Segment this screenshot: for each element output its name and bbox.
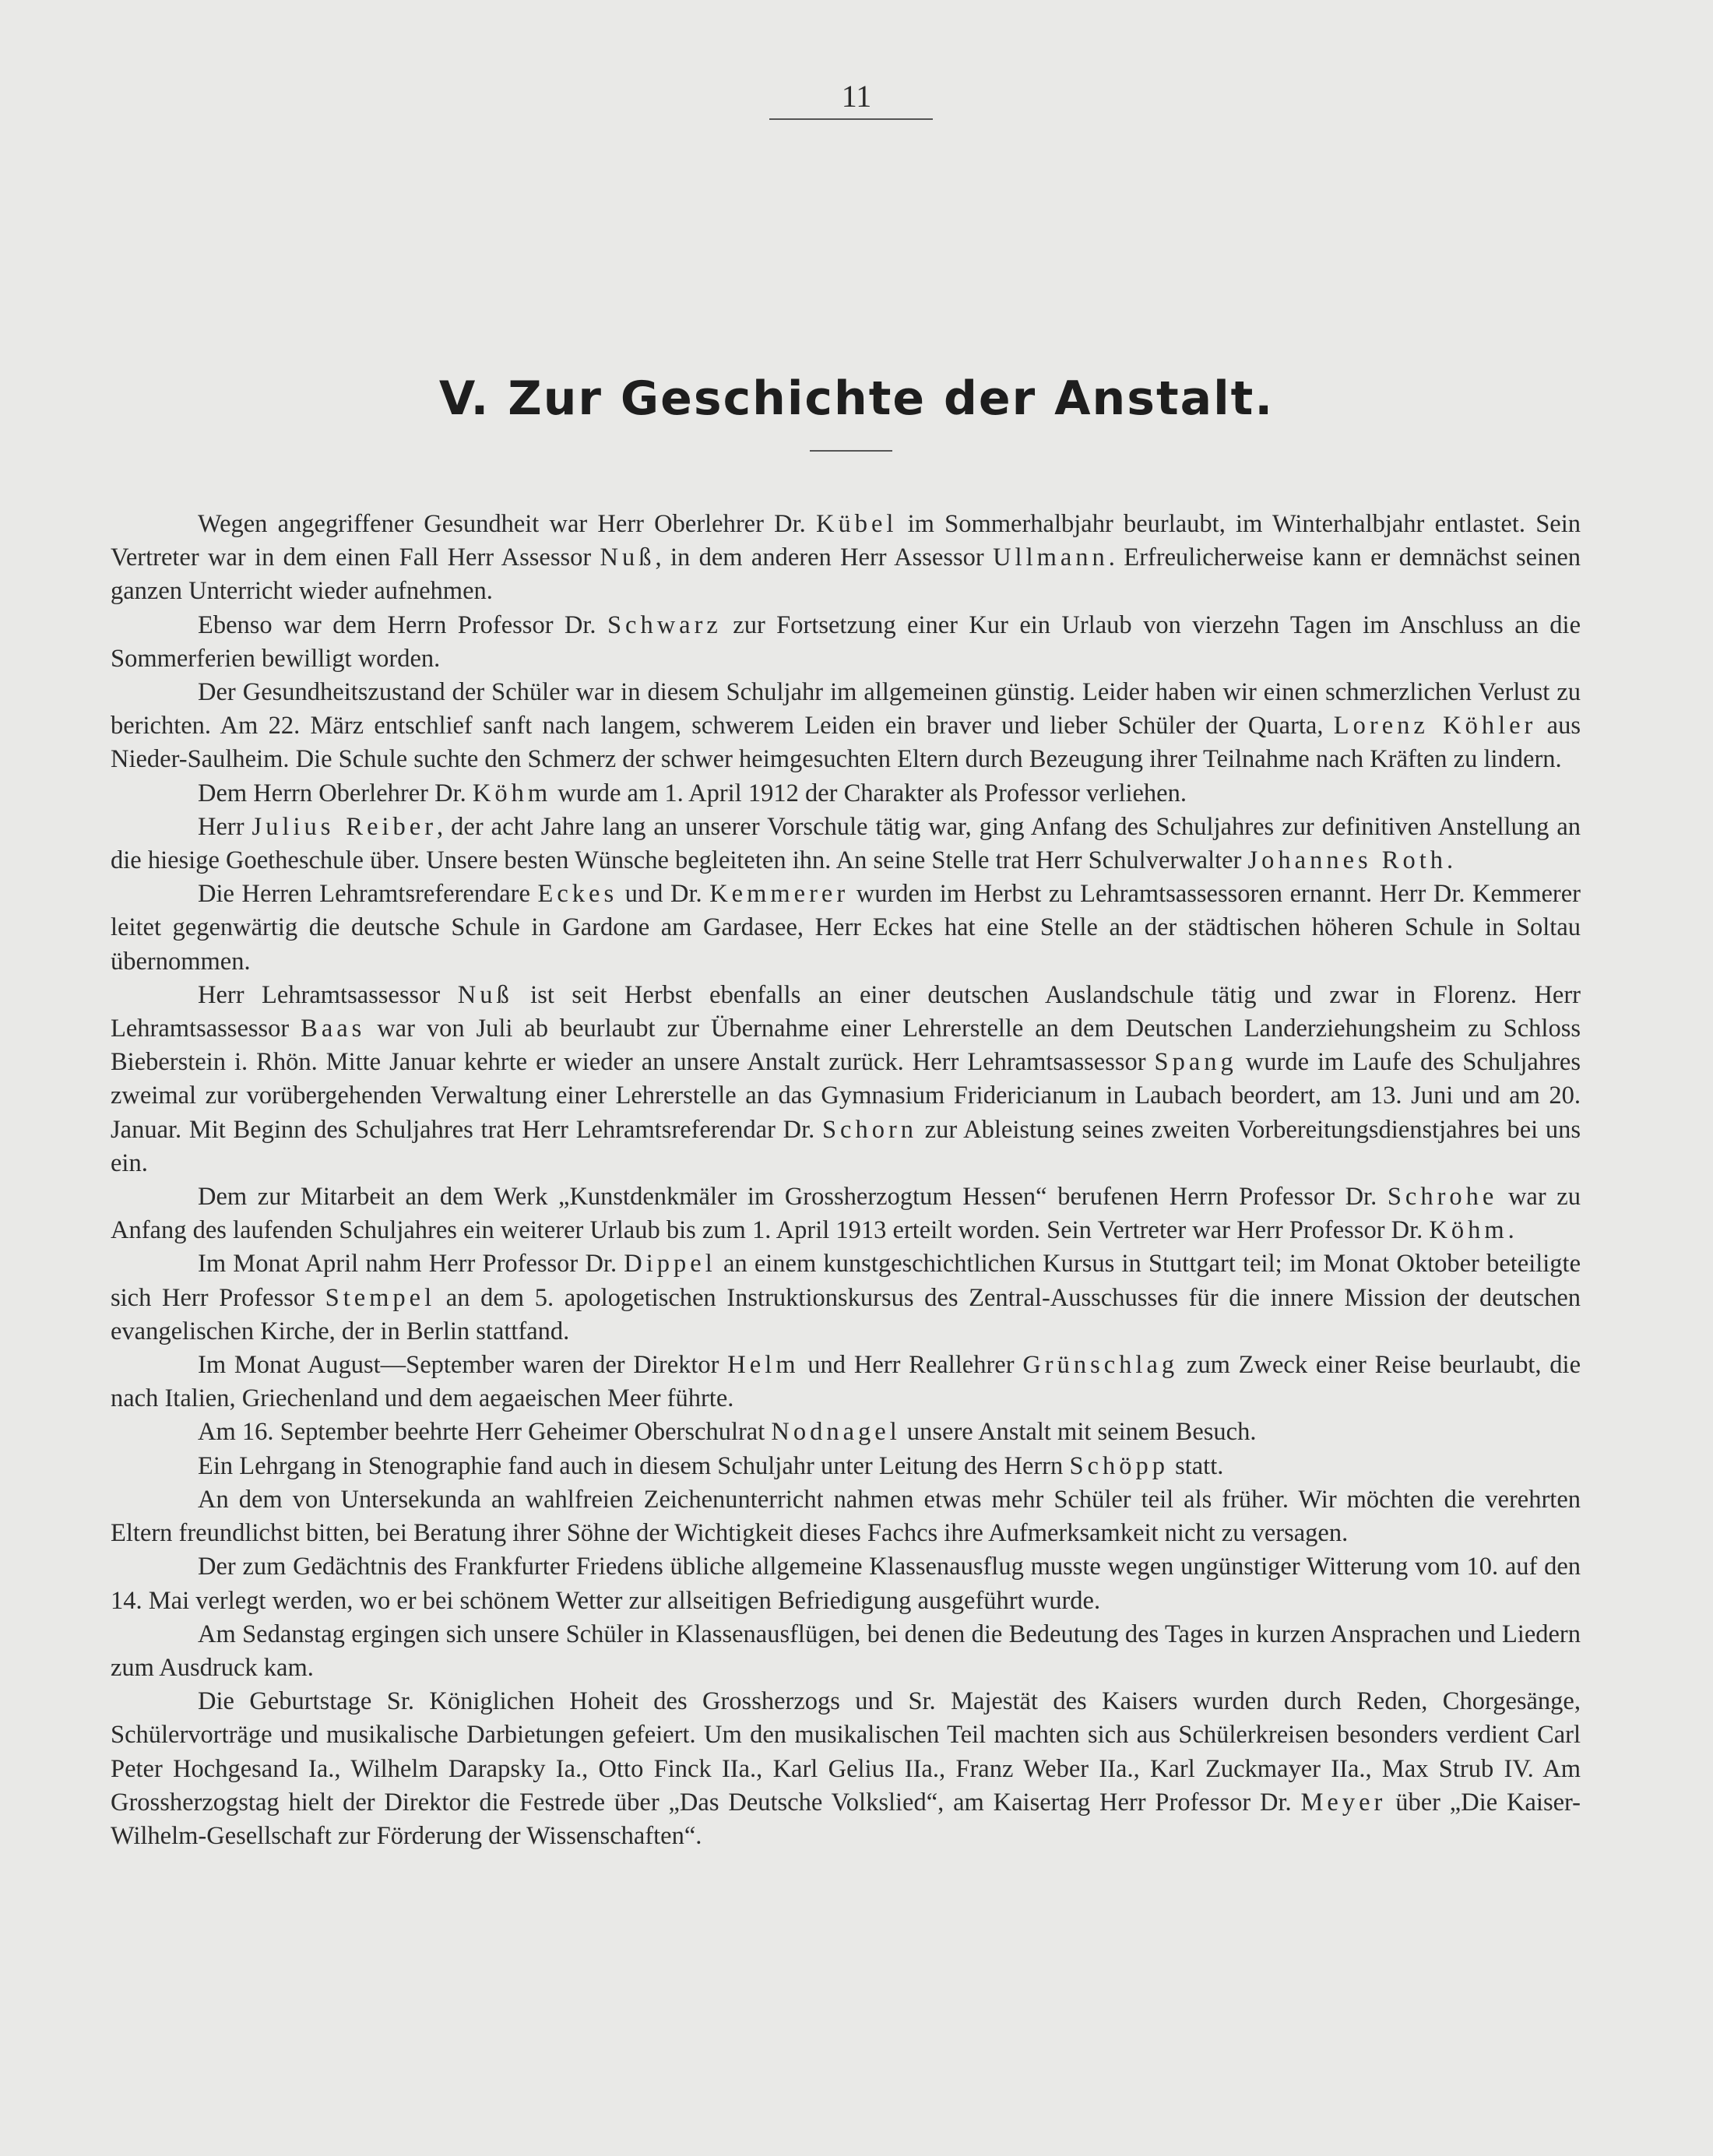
paragraph xyxy=(111,878,1581,979)
paragraph-text: im Sommerhalbjahr beurlaubt, im Winterhalbjahr entlastet. Sein Vertreter war in dem einen Fall Herr Assessor xyxy=(111,510,1581,572)
paragraph xyxy=(111,1685,1581,1853)
paragraph xyxy=(111,1180,1581,1247)
paragraph xyxy=(111,811,1581,878)
paragraph-text: Die Herren Lehramtsreferendare xyxy=(198,880,538,909)
spaced-name: Schöpp xyxy=(1069,1451,1169,1480)
paragraph xyxy=(111,979,1581,1180)
spaced-name: Baas xyxy=(301,1015,366,1043)
paragraph xyxy=(111,508,1581,609)
spaced-name: Nuß xyxy=(600,543,656,572)
paragraph-text: Herr Lehramtsassessor xyxy=(198,980,458,1009)
spaced-name: Kemmerer xyxy=(709,880,849,909)
spaced-name: Schwarz xyxy=(607,610,722,639)
spaced-name: Köhm xyxy=(1429,1216,1508,1245)
paragraph-text: Der Gesundheitszustand der Schüler war in diesem Schuljahr im allgemeinen günstig. Leider haben wir einen schmerzlichen Verlust zu berichten. Am 22. März entschlief sanft nach langem, schwerem Leiden ein braver und lieber Schüler der Quarta, xyxy=(111,678,1581,740)
spaced-name: Lorenz Köhler xyxy=(1333,712,1537,740)
paragraph-text: Ebenso war dem Herrn Professor Dr. xyxy=(198,610,607,639)
paragraph xyxy=(111,676,1581,777)
paragraph-text: unsere Anstalt mit seinem Besuch. xyxy=(900,1418,1257,1447)
spaced-name: Meyer xyxy=(1300,1788,1387,1817)
paragraph-text: zum Zweck einer Reise beurlaubt, die nach Italien, Griechenland und dem aegaeischen Meer führte. xyxy=(111,1351,1581,1413)
paragraph-text: an dem 5. apologetischen Instruktionskursus des Zentral-Ausschusses für die innere Mission der deutschen evangelischen Kirche, der in Berlin stattfand. xyxy=(111,1283,1581,1345)
paragraph-text: wurde im Laufe des Schuljahres zweimal zur vorübergehenden Verwaltung einer Lehrerstelle an das Gymnasium Fridericianum in Laubach beordert, am 13. Juni und am 20. Januar. Mit Beginn des Schuljahres trat Herr Lehramtsreferendar Dr. xyxy=(111,1048,1581,1144)
page-number-rule xyxy=(769,118,933,120)
spaced-name: Kübel xyxy=(815,510,898,538)
paragraph-text: Wegen angegriffener Gesundheit war Herr Oberlehrer Dr. xyxy=(198,510,816,538)
paragraph-text: war zu Anfang des laufenden Schuljahres ein weiterer Urlaub bis zum 1. April 1913 erteilt worden. Sein Vertreter war Herr Professor Dr. xyxy=(111,1183,1581,1245)
paragraph-text: wurde am 1. April 1912 der Charakter als Professor verliehen. xyxy=(551,779,1187,807)
paragraph-text: Dem Herrn Oberlehrer Dr. xyxy=(198,779,473,807)
paragraph-text: . Erfreulicherweise kann er demnächst seinen ganzen Unterricht wieder aufnehmen. xyxy=(111,543,1581,606)
body-text xyxy=(111,508,1581,1853)
paragraph xyxy=(111,609,1581,676)
paragraph-text: . xyxy=(1447,846,1454,875)
spaced-name: Helm xyxy=(727,1351,800,1380)
paragraph xyxy=(111,777,1581,811)
page-number: 11 xyxy=(841,79,872,114)
spaced-name: Spang xyxy=(1154,1048,1237,1077)
spaced-name: Grünschlag xyxy=(1022,1351,1179,1380)
spaced-name: Ullmann xyxy=(993,543,1109,572)
spaced-name: Nodnagel xyxy=(771,1418,901,1447)
spaced-name: Stempel xyxy=(325,1283,436,1312)
spaced-name: Schrohe xyxy=(1387,1183,1498,1212)
paragraph-text: und Dr. xyxy=(617,880,710,909)
paragraph-text: aus Nieder-Saulheim. Die Schule suchte den Schmerz der schwer heimgesuchten Eltern durch Bezeugung ihrer Teilnahme nach Kräften zu lindern. xyxy=(111,712,1581,774)
paragraph-text: Der zum Gedächtnis des Frankfurter Friedens übliche allgemeine Klassenausflug musste wegen ungünstiger Witterung vom 10. auf den 14. Mai verlegt werden, wo er bei schönem Wetter zur allseitigen Befriedigung ausgeführt wurde. xyxy=(111,1553,1581,1615)
paragraph-text: , der acht Jahre lang an unserer Vorschule tätig war, ging Anfang des Schuljahres zur definitiven Anstellung an die hiesige Goetheschule über. Unsere besten Wünsche begleiteten ihn. An seine Stelle trat Herr Schulverwalter xyxy=(111,812,1581,875)
paragraph-text: . xyxy=(1507,1216,1514,1245)
paragraph-text: Herr xyxy=(198,812,252,841)
paragraph-text: Am Sedanstag ergingen sich unsere Schüler in Klassenausflügen, bei denen die Bedeutung des Tages in kurzen Ansprachen und Liedern zum Ausdruck kam. xyxy=(111,1620,1581,1682)
spaced-name: Johannes Roth xyxy=(1247,846,1447,875)
spaced-name: Nuß xyxy=(457,980,513,1009)
paragraph-text: zur Ableistung seines zweiten Vorbereitungsdienstjahres bei uns ein. xyxy=(111,1115,1581,1177)
paragraph xyxy=(111,1618,1581,1685)
spaced-name: Schorn xyxy=(821,1115,918,1144)
paragraph-text: Am 16. September beehrte Herr Geheimer Oberschulrat xyxy=(198,1418,772,1447)
paragraph-text: wurden im Herbst zu Lehramtsassessoren ernannt. Herr Dr. Kemmerer leitet gegenwärtig die deutsche Schule in Gardone am Gardasee, Herr Eckes hat eine Stelle an der städtischen höheren Schule in Soltau übernommen. xyxy=(111,880,1581,976)
paragraph xyxy=(111,1550,1581,1617)
paragraph-text: und Herr Reallehrer xyxy=(799,1351,1023,1380)
paragraph-text: Im Monat August—September waren der Direktor xyxy=(198,1351,728,1380)
section-title: V. Zur Geschichte der Anstalt. xyxy=(438,371,1275,426)
spaced-name: Dippel xyxy=(624,1250,716,1278)
paragraph-text: über „Die Kaiser-Wilhelm-Gesellschaft zur Förderung der Wissenschaften“. xyxy=(111,1788,1581,1850)
paragraph-text: Dem zur Mitarbeit an dem Werk „Kunstdenkmäler im Grossherzogtum Hessen“ berufenen Herrn Professor Dr. xyxy=(198,1183,1388,1212)
paragraph-text: Im Monat April nahm Herr Professor Dr. xyxy=(198,1250,624,1278)
paragraph-text: Ein Lehrgang in Stenographie fand auch in diesem Schuljahr unter Leitung des Herrn xyxy=(198,1451,1070,1480)
paragraph xyxy=(111,1483,1581,1550)
paragraph-text: ist seit Herbst ebenfalls an einer deutschen Auslandschule tätig und zwar in Florenz. Herr Lehramtsassessor xyxy=(111,980,1581,1043)
paragraph xyxy=(111,1450,1581,1483)
paragraph-text: an einem kunstgeschichtlichen Kursus in Stuttgart teil; im Monat Oktober beteiligte sich Herr Professor xyxy=(111,1250,1581,1312)
paragraph-text: An dem von Untersekunda an wahlfreien Zeichenunterricht nahmen etwas mehr Schüler teil als früher. Wir möchten die verehrten Eltern freundlichst bitten, bei Beratung ihrer Söhne der Wichtigkeit dieses Fachcs ihre Aufmerksamkeit nicht zu versagen. xyxy=(111,1485,1581,1548)
paragraph-text: Die Geburtstage Sr. Königlichen Hoheit des Grossherzogs und Sr. Majestät des Kaisers wurden durch Reden, Chorgesänge, Schülervorträge und musikalische Darbietungen gefeiert. Um den musikalischen Teil machten sich aus Schülerkreisen besonders verdient Carl Peter Hochgesand Ia., Wilhelm Darapsky Ia., Otto Finck IIa., Karl Gelius IIa., Franz Weber IIa., Karl Zuckmayer IIa., Max Strub IV. Am Grossherzogstag hielt der Direktor die Festrede über „Das Deutsche Volkslied“, am Kaisertag Herr Professor Dr. xyxy=(111,1687,1581,1817)
paragraph-text: statt. xyxy=(1168,1451,1224,1480)
paragraph xyxy=(111,1416,1581,1449)
paragraph-text: zur Fortsetzung einer Kur ein Urlaub von vierzehn Tagen im Anschluss an die Sommerferien bewilligt worden. xyxy=(111,610,1581,673)
paragraph xyxy=(111,1247,1581,1349)
paragraph-text: , in dem anderen Herr Assessor xyxy=(655,543,994,572)
paragraph xyxy=(111,1349,1581,1416)
spaced-name: Eckes xyxy=(537,880,618,909)
spaced-name: Julius Reiber xyxy=(251,812,438,841)
title-rule xyxy=(810,450,892,452)
paragraph-text: war von Juli ab beurlaubt zur Übernahme einer Lehrerstelle an dem Deutschen Landerziehungsheim zu Schloss Bieberstein i. Rhön. Mitte Januar kehrte er wieder an unsere Anstalt zurück. Herr Lehramtsassessor xyxy=(111,1015,1581,1077)
spaced-name: Köhm xyxy=(472,779,552,807)
